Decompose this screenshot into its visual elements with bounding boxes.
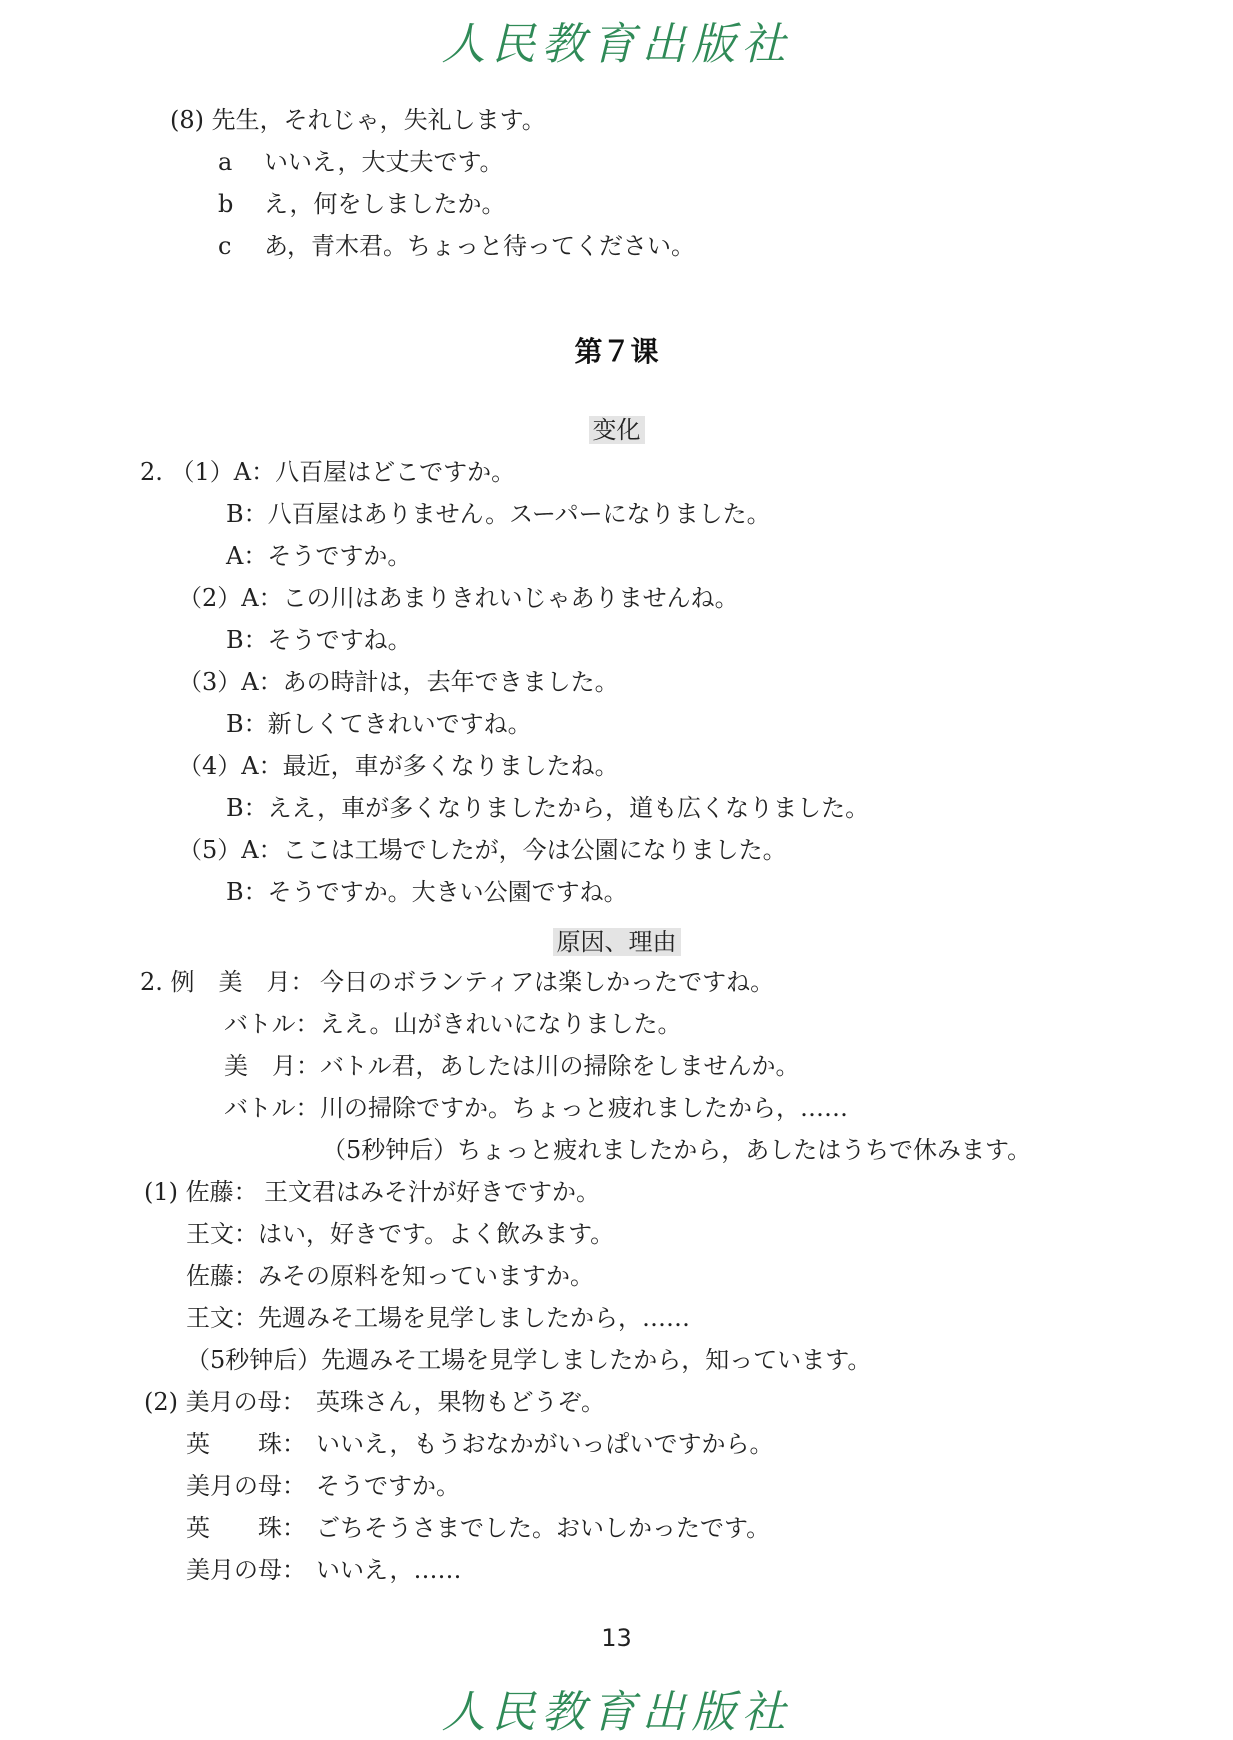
change-line-3: A：そうですか。 — [226, 542, 412, 570]
speech-text: そうですか。 — [316, 1472, 460, 1500]
reason-item2-line — [186, 1470, 460, 1502]
reason-item1-line — [186, 1218, 614, 1250]
speaker-label: 英 珠： — [186, 1430, 306, 1458]
change-line-10: （5）A：ここは工場でしたが，今は公園になりました。 — [178, 836, 787, 864]
reason-item1-line — [144, 1176, 600, 1208]
speech-text: みその原料を知っていますか。 — [258, 1262, 594, 1290]
speech-text: いいえ，もうおなかがいっぱいですから。 — [316, 1430, 774, 1458]
reason-item1-line — [186, 1260, 594, 1292]
reason-example-line — [224, 1008, 681, 1040]
speech-text: はい，好きです。よく飲みます。 — [258, 1220, 615, 1248]
q8-option-c — [218, 230, 695, 262]
q8-option-b — [218, 188, 505, 220]
reason-item2-line — [186, 1428, 773, 1460]
q8-option-a — [218, 146, 504, 178]
change-line-4: （2）A：この川はあまりきれいじゃありませんね。 — [178, 584, 739, 612]
speaker-label: バトル： — [224, 1094, 320, 1122]
speaker-label: 王文： — [186, 1220, 258, 1248]
speaker-label: 英 珠： — [186, 1514, 306, 1542]
change-line-7: B：新しくてきれいですね。 — [226, 710, 532, 738]
speech-text: 川の掃除ですか。ちょっと疲れましたから，…… — [320, 1094, 848, 1122]
speech-text: 今日のボランティアは楽しかったですね。 — [320, 968, 775, 996]
speech-text: バトル君，あしたは川の掃除をしませんか。 — [320, 1052, 800, 1080]
option-letter: a — [218, 148, 233, 176]
lesson-title: 第７课 — [574, 335, 659, 368]
speech-text: ごちそうさまでした。おいしかったです。 — [316, 1514, 771, 1542]
reason-item1-line — [186, 1344, 871, 1376]
reason-item1-line — [186, 1302, 690, 1334]
publisher-logo-header: 人民教育出版社 — [441, 19, 792, 70]
option-letter: c — [218, 232, 232, 260]
section-title-reason: 原因、理由 — [0, 926, 1233, 958]
reason-item2-line — [186, 1512, 770, 1544]
speech-text: いいえ，…… — [316, 1556, 462, 1584]
change-line-9: B：ええ，車が多くなりましたから，道も広くなりました。 — [226, 794, 870, 822]
change-line-8: （4）A：最近，車が多くなりましたね。 — [178, 752, 619, 780]
change-line-5: B：そうですね。 — [226, 626, 412, 654]
speech-text: （5秒钟后）先週みそ工場を見学しましたから，知っています。 — [186, 1346, 872, 1374]
option-letter: b — [218, 190, 234, 218]
speaker-label: (1) 佐藤： — [144, 1178, 258, 1206]
change-line-6: （3）A：あの時計は，去年できました。 — [178, 668, 619, 696]
q8-prompt: (8) 先生，それじゃ，失礼します。 — [170, 106, 546, 134]
speaker-label: 佐藤： — [186, 1262, 258, 1290]
change-line-1: 2. （1）A：八百屋はどこですか。 — [140, 458, 516, 486]
page-number: 13 — [601, 1624, 632, 1652]
speech-text: （5秒钟后）ちょっと疲れましたから，あしたはうちで休みます。 — [322, 1136, 1032, 1164]
reason-example-line — [224, 1050, 800, 1082]
section-title-change: 变化 — [0, 414, 1233, 446]
speaker-label: 王文： — [186, 1304, 258, 1332]
speech-text: 英珠さん，果物もどうぞ。 — [316, 1388, 605, 1416]
reason-example-line — [224, 1092, 848, 1124]
speaker-label: 美 月： — [224, 1052, 320, 1080]
change-line-2: B：八百屋はありません。スーパーになりました。 — [226, 500, 771, 528]
option-text: あ，青木君。ちょっと待ってください。 — [264, 232, 696, 260]
speaker-label: 美月の母： — [186, 1556, 306, 1584]
speech-text: 先週みそ工場を見学しましたから，…… — [258, 1304, 690, 1332]
option-text: いいえ，大丈夫です。 — [264, 148, 504, 176]
speech-text: ええ。山がきれいになりました。 — [320, 1010, 682, 1038]
option-text: え，何をしましたか。 — [264, 190, 506, 218]
speaker-label: 2. 例 美 月： — [140, 968, 315, 996]
reason-example-line — [140, 966, 774, 998]
speaker-label: 美月の母： — [186, 1472, 306, 1500]
speaker-label: (2) 美月の母： — [144, 1388, 306, 1416]
reason-item2-line — [144, 1386, 605, 1418]
speaker-label: バトル： — [224, 1010, 320, 1038]
reason-example-line — [322, 1134, 1031, 1166]
reason-item2-line — [186, 1554, 461, 1586]
change-line-11: B：そうですか。大きい公園ですね。 — [226, 878, 628, 906]
speech-text: 王文君はみそ汁が好きですか。 — [264, 1178, 600, 1206]
publisher-logo-footer: 人民教育出版社 — [441, 1687, 792, 1738]
